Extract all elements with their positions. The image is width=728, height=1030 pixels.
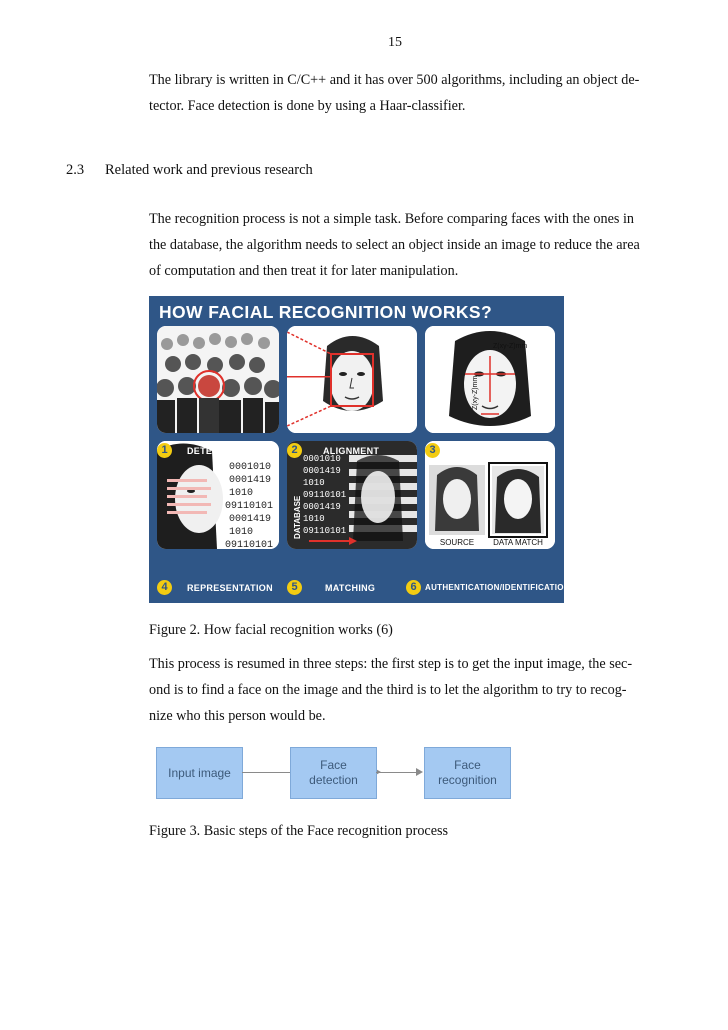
text-line: the database, the algorithm needs to select an object inside an image to reduce the area [149,237,640,253]
step-label-matching: MATCHING [325,583,376,593]
figure-2-caption: Figure 2. How facial recognition works (6) [149,622,393,638]
binary-line: 09110101 [225,540,274,549]
authentication-illustration [425,441,555,549]
panel-representation [157,441,279,549]
text-line: nize who this person would be. [149,708,326,724]
panel-alignment [287,326,417,433]
section-title: Related work and previous research [105,162,313,178]
binary-line: 1010 [229,527,254,538]
binary-line: 09110101 [303,526,347,536]
data-match-label: DATA MATCH [493,538,543,547]
figure-facial-recognition [149,296,570,603]
measure-horizontal-label: Z(xy-Z)mm [493,343,528,350]
binary-line: 1010 [303,478,325,488]
binary-line: 0001010 [303,454,341,464]
figure-title: HOW FACIAL RECOGNITION WORKS? [159,302,493,322]
intro-paragraph [149,67,661,119]
step-label-detection: DETECTION [187,446,242,456]
step-badge: 6 [406,580,421,595]
panel-authentication [425,441,555,549]
binary-line: 1010 [229,488,254,499]
measurement-face-illustration [425,326,555,433]
source-label: SOURCE [439,538,475,547]
text-line: ond is to find a face on the image and the third is to let the algorithm to try to recog- [149,682,627,698]
text-line: of computation and then treat it for later manipulation. [149,263,459,279]
section-number: 2.3 [66,162,85,178]
flow-box-label: recognition [438,773,497,787]
step-badge: 5 [287,580,302,595]
flow-box-face-recognition [424,747,511,799]
step-badge: 2 [287,443,302,458]
binary-line: 0001419 [303,502,341,512]
database-label: DATABASE [293,495,302,539]
step-badge: 3 [425,443,440,458]
paragraph-steps [149,651,661,729]
alignment-face-illustration [287,326,417,433]
text-line: The library is written in C/C++ and it has over 500 algorithms, including an object de- [149,72,640,88]
binary-line: 0001419 [229,514,272,525]
binary-line: 09110101 [303,490,347,500]
figure-basic-steps-diagram [149,740,519,802]
step-label-authentication: AUTHENTICATION/IDENTIFICATION [425,583,570,592]
panel-matching [287,441,417,549]
binary-line: 0001010 [229,462,272,473]
arrow-head-icon [416,768,423,776]
binary-line: 1010 [303,514,325,524]
flow-box-face-detection [290,747,377,799]
step-label-representation: REPRESENTATION [187,583,273,593]
flow-box-label: Input image [168,765,231,780]
page-number: 15 [388,35,402,50]
binary-line: 0001419 [303,466,341,476]
representation-illustration [157,441,279,549]
text-line: The recognition process is not a simple task. Before comparing faces with the ones in [149,211,635,227]
step-badge: 1 [157,443,172,458]
step-label-measurement: MEASUREMENT [453,446,527,456]
figure-3-caption: Figure 3. Basic steps of the Face recognition process [149,823,449,839]
panel-detection [157,326,279,433]
text-line: This process is resumed in three steps: the first step is to get the input image, the sec- [149,656,633,672]
flow-arrow [376,772,416,773]
step-label-alignment: ALIGNMENT [323,446,380,456]
text-line: tector. Face detection is done by using a Haar-classifier. [149,98,466,114]
step-badge: 4 [157,580,172,595]
flow-box-label: Face [454,758,481,772]
flow-box-input-image [156,747,243,799]
flow-box-label: Face [320,758,347,772]
panel-measurement [425,326,555,433]
binary-line: 09110101 [225,501,274,512]
matching-illustration [287,441,417,549]
measure-vertical-label: Z(xy-Z)mm [472,375,479,410]
crowd-illustration [157,326,279,433]
paragraph-recognition [149,206,661,284]
binary-line: 0001419 [229,475,272,486]
flow-box-label: detection [309,773,358,787]
